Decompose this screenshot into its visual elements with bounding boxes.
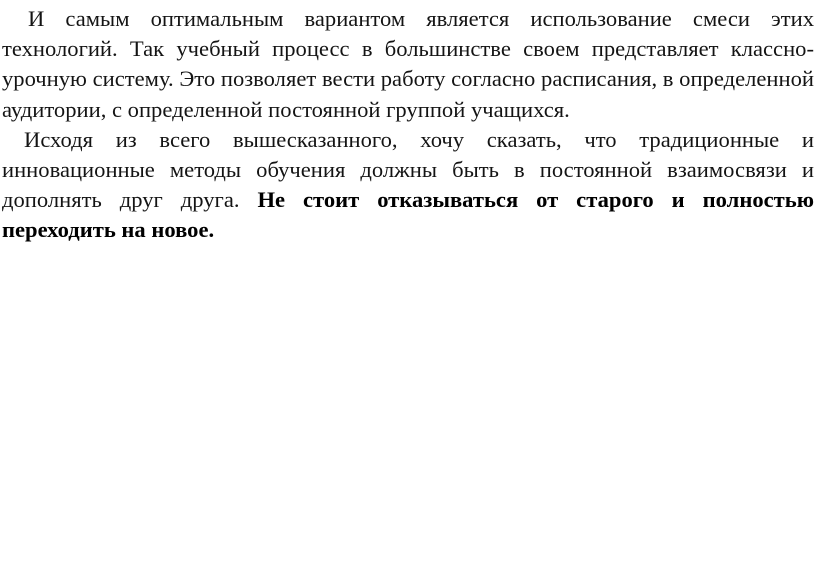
paragraph-2	[2, 125, 814, 246]
paragraph-1: И самым оптимальным вариантом является использование смеси этих технологий. Так учебный процесс в большинстве своем представляет классно-урочную систему. Это позволяет вести работу согласно расписания, в определенной аудитории, с определенной постоянной группой учащихся.	[2, 6, 814, 122]
paragraph-2-regular-text: Исходя из всего вышесказанного, хочу сказать, что традиционные и инновационные методы обучения должны быть в постоянной взаимосвязи и дополнять друг друга.	[2, 126, 814, 213]
paragraph-2-bold-conclusion: Не стоит отказываться от старого и полностью переходить на новое.	[2, 187, 814, 243]
